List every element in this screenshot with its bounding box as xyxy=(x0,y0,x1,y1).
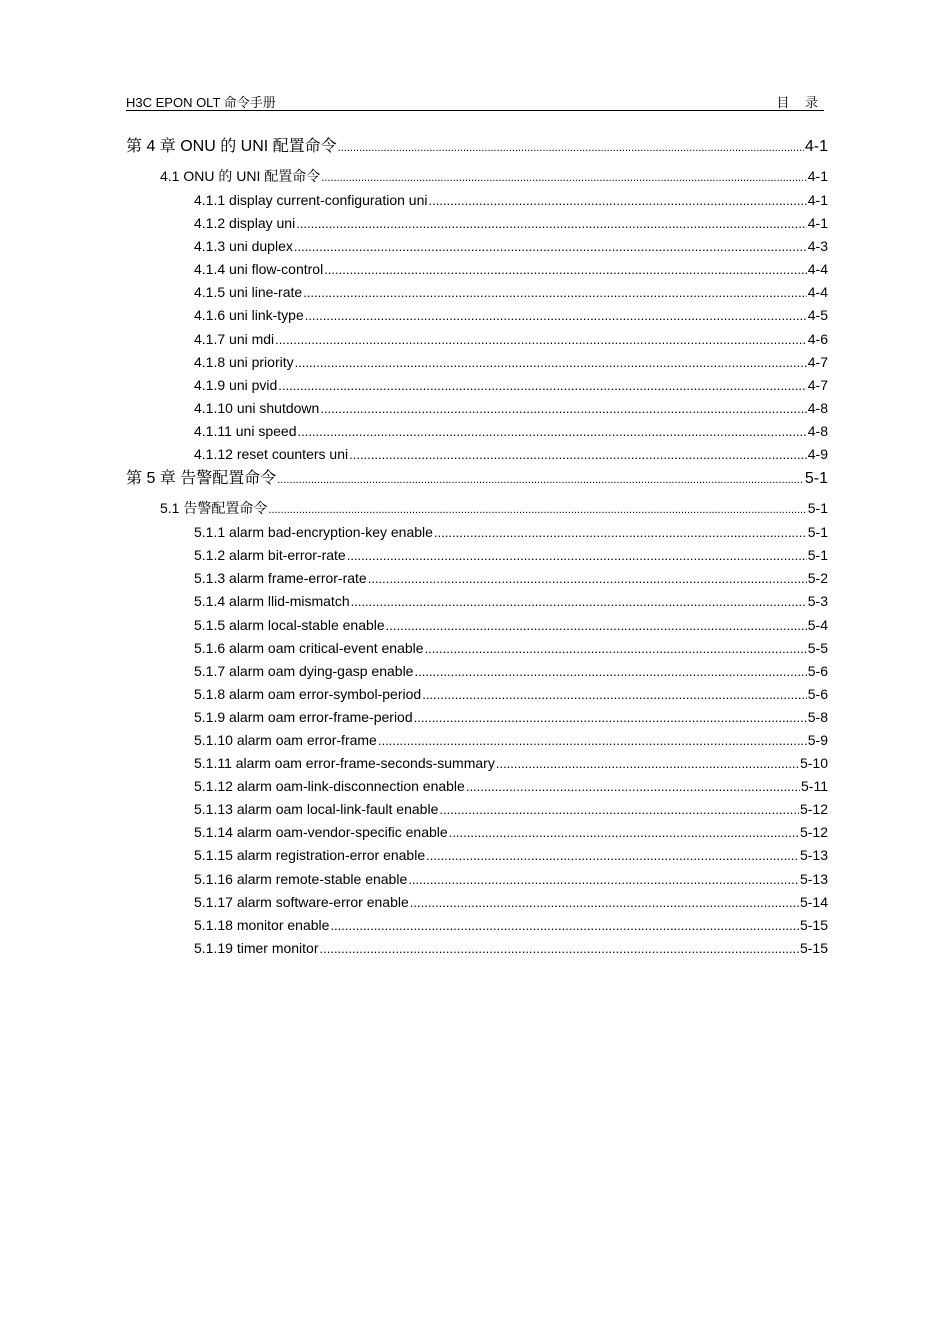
toc-entry-title: 5.1.3 alarm frame-error-rate xyxy=(194,570,367,587)
toc-entry-title: 5.1.13 alarm oam local-link-fault enable xyxy=(194,801,439,818)
toc-entry-row[interactable] xyxy=(126,304,828,327)
dot-leader xyxy=(422,683,807,706)
dot-leader xyxy=(347,544,807,567)
toc-entry-row[interactable] xyxy=(126,798,828,821)
toc-page-number: 5-13 xyxy=(799,847,828,864)
dot-leader xyxy=(368,567,807,590)
dot-leader xyxy=(496,752,799,775)
dot-leader xyxy=(449,821,799,844)
toc-page-number: 5-6 xyxy=(807,685,828,702)
toc-page-number: 5-11 xyxy=(801,778,828,795)
dot-leader xyxy=(426,844,799,867)
toc-entry-title: 4.1.10 uni shutdown xyxy=(194,399,320,416)
toc-entry-title: 5.1.5 alarm local-stable enable xyxy=(194,616,385,633)
toc-page-number: 4-5 xyxy=(807,307,828,324)
toc-chapter-row[interactable] xyxy=(126,134,828,163)
toc-page-number: 4-4 xyxy=(807,261,828,278)
toc-entry-title: 5.1.9 alarm oam error-frame-period xyxy=(194,708,413,725)
toc-entry-title: 5.1.19 timer monitor xyxy=(194,939,319,956)
toc-page-number: 5-2 xyxy=(807,570,828,587)
dot-leader xyxy=(434,521,807,544)
toc-entry-title: 5.1.6 alarm oam critical-event enable xyxy=(194,639,424,656)
dot-leader xyxy=(294,235,807,258)
toc-page-number: 5-1 xyxy=(807,524,828,541)
dot-leader xyxy=(321,163,807,191)
toc-entry-title: 4.1.2 display uni xyxy=(194,215,296,232)
toc-page-number: 5-5 xyxy=(807,639,828,656)
toc-entry-row[interactable] xyxy=(126,752,828,775)
toc-page-number: 4-1 xyxy=(807,168,828,184)
header-title: H3C EPON OLT 命令手册 xyxy=(126,95,276,110)
dot-leader xyxy=(298,420,807,443)
toc-page-number: 5-15 xyxy=(799,939,828,956)
dot-leader xyxy=(351,590,807,613)
toc-page-number: 5-1 xyxy=(804,470,828,488)
toc-chapter-row[interactable] xyxy=(126,466,828,495)
toc-page-number: 4-1 xyxy=(807,192,828,208)
toc-page-number: 5-12 xyxy=(799,824,828,841)
dot-leader xyxy=(320,397,806,420)
toc-page-number: 4-8 xyxy=(807,399,828,416)
toc-entry-row[interactable] xyxy=(126,775,828,798)
dot-leader xyxy=(439,798,799,821)
toc-entry-title: 第 4 章 ONU 的 UNI 配置命令 xyxy=(126,138,337,155)
toc-entry-row[interactable] xyxy=(126,868,828,891)
header-section-label: 目 录 xyxy=(776,95,824,110)
toc-entry-row[interactable] xyxy=(126,891,828,914)
toc-entry-row[interactable] xyxy=(126,660,828,683)
toc-section-row[interactable] xyxy=(126,495,828,521)
dot-leader xyxy=(428,189,806,212)
toc-page-number: 5-1 xyxy=(807,500,828,517)
toc-page-number: 5-12 xyxy=(799,801,828,818)
toc-entry-row[interactable] xyxy=(126,443,828,466)
dot-leader xyxy=(275,328,807,351)
dot-leader xyxy=(268,495,806,523)
toc-entry-row[interactable] xyxy=(126,567,828,590)
toc-page-number: 4-7 xyxy=(807,376,828,393)
toc-entry-title: 5.1.11 alarm oam error-frame-seconds-summary xyxy=(194,755,495,772)
toc-entry-title: 5.1.12 alarm oam-link-disconnection enable xyxy=(194,778,465,795)
toc-page-number: 5-6 xyxy=(807,662,828,679)
toc-entry-row[interactable] xyxy=(126,374,828,397)
dot-leader xyxy=(378,729,807,752)
toc-entry-row[interactable] xyxy=(126,189,828,212)
dot-leader xyxy=(386,614,807,637)
toc-entry-title: 4.1 ONU 的 UNI 配置命令 xyxy=(160,168,321,184)
dot-leader xyxy=(414,706,807,729)
toc-page-number: 5-3 xyxy=(807,593,828,610)
dot-leader xyxy=(296,212,807,235)
toc-entry-title: 4.1.1 display current-configuration uni xyxy=(194,192,428,208)
toc-entry-title: 5.1.8 alarm oam error-symbol-period xyxy=(194,685,422,702)
toc-page-number: 5-14 xyxy=(799,893,828,910)
toc-entry-title: 4.1.5 uni line-rate xyxy=(194,284,303,301)
toc-entry-title: 4.1.8 uni priority xyxy=(194,353,294,370)
dot-leader xyxy=(425,637,807,660)
toc-entry-title: 5.1 告警配置命令 xyxy=(160,500,268,517)
toc-entry-title: 5.1.18 monitor enable xyxy=(194,916,330,933)
toc-entry-title: 4.1.12 reset counters uni xyxy=(194,446,349,463)
toc-entry-row[interactable] xyxy=(126,281,828,304)
toc-entry-row[interactable] xyxy=(126,258,828,281)
toc-entry-title: 5.1.2 alarm bit-error-rate xyxy=(194,547,346,564)
dot-leader xyxy=(303,281,807,304)
toc-page-number: 4-3 xyxy=(807,238,828,255)
toc-entry-row[interactable] xyxy=(126,729,828,752)
toc-page-number: 4-6 xyxy=(807,330,828,347)
toc-entry-row[interactable] xyxy=(126,614,828,637)
dot-leader xyxy=(414,660,806,683)
dot-leader xyxy=(295,351,807,374)
toc-entry-row[interactable] xyxy=(126,521,828,544)
toc-entry-row[interactable] xyxy=(126,590,828,613)
dot-leader xyxy=(305,304,807,327)
toc-entry-row[interactable] xyxy=(126,235,828,258)
dot-leader xyxy=(410,891,799,914)
toc-page-number: 4-9 xyxy=(807,446,828,463)
dot-leader xyxy=(277,466,804,493)
toc-page-number: 4-1 xyxy=(807,215,828,232)
toc-entry-row[interactable] xyxy=(126,420,828,443)
dot-leader xyxy=(330,914,799,937)
toc-entry-title: 5.1.7 alarm oam dying-gasp enable xyxy=(194,662,414,679)
toc-entry-title: 5.1.15 alarm registration-error enable xyxy=(194,847,426,864)
toc-page-number: 5-8 xyxy=(807,708,828,725)
toc-entry-row[interactable] xyxy=(126,328,828,351)
toc-entry-row[interactable] xyxy=(126,212,828,235)
toc-entry-title: 4.1.11 uni speed xyxy=(194,422,297,439)
toc-entry-title: 第 5 章 告警配置命令 xyxy=(126,470,277,488)
dot-leader xyxy=(408,868,799,891)
dot-leader xyxy=(324,258,807,281)
dot-leader xyxy=(466,775,800,798)
toc-entry-row[interactable] xyxy=(126,914,828,937)
toc-entry-title: 5.1.17 alarm software-error enable xyxy=(194,893,409,910)
toc-entry-row[interactable] xyxy=(126,637,828,660)
toc-entry-title: 4.1.9 uni pvid xyxy=(194,376,278,393)
toc-page-number: 4-4 xyxy=(807,284,828,301)
page-header xyxy=(126,90,824,111)
toc-entry-title: 5.1.16 alarm remote-stable enable xyxy=(194,870,408,887)
toc-page-number: 4-8 xyxy=(807,422,828,439)
toc-entry-row[interactable] xyxy=(126,397,828,420)
toc-entry-title: 4.1.4 uni flow-control xyxy=(194,261,324,278)
toc-section-row[interactable] xyxy=(126,163,828,189)
toc-page-number: 4-7 xyxy=(807,353,828,370)
toc-page-number: 5-1 xyxy=(807,547,828,564)
toc-entry-title: 5.1.4 alarm llid-mismatch xyxy=(194,593,350,610)
toc-page-number: 5-10 xyxy=(799,755,828,772)
dot-leader xyxy=(338,134,804,161)
toc-page-number: 4-1 xyxy=(804,138,828,155)
dot-leader xyxy=(349,443,807,466)
toc-entry-row[interactable] xyxy=(126,937,828,960)
dot-leader xyxy=(320,937,799,960)
toc-page-number: 5-9 xyxy=(807,731,828,748)
toc-entry-title: 4.1.6 uni link-type xyxy=(194,307,304,324)
toc-entry-row[interactable] xyxy=(126,821,828,844)
toc-page-number: 5-13 xyxy=(799,870,828,887)
toc-entry-title: 5.1.10 alarm oam error-frame xyxy=(194,731,377,748)
table-of-contents xyxy=(126,134,828,960)
dot-leader xyxy=(278,374,806,397)
toc-page-number: 5-15 xyxy=(799,916,828,933)
toc-entry-title: 5.1.1 alarm bad-encryption-key enable xyxy=(194,524,433,541)
toc-entry-row[interactable] xyxy=(126,844,828,867)
toc-entry-title: 5.1.14 alarm oam-vendor-specific enable xyxy=(194,824,448,841)
toc-page-number: 5-4 xyxy=(807,616,828,633)
toc-entry-title: 4.1.3 uni duplex xyxy=(194,238,293,255)
toc-entry-row[interactable] xyxy=(126,706,828,729)
toc-entry-title: 4.1.7 uni mdi xyxy=(194,330,275,347)
toc-entry-row[interactable] xyxy=(126,544,828,567)
toc-entry-row[interactable] xyxy=(126,351,828,374)
toc-entry-row[interactable] xyxy=(126,683,828,706)
